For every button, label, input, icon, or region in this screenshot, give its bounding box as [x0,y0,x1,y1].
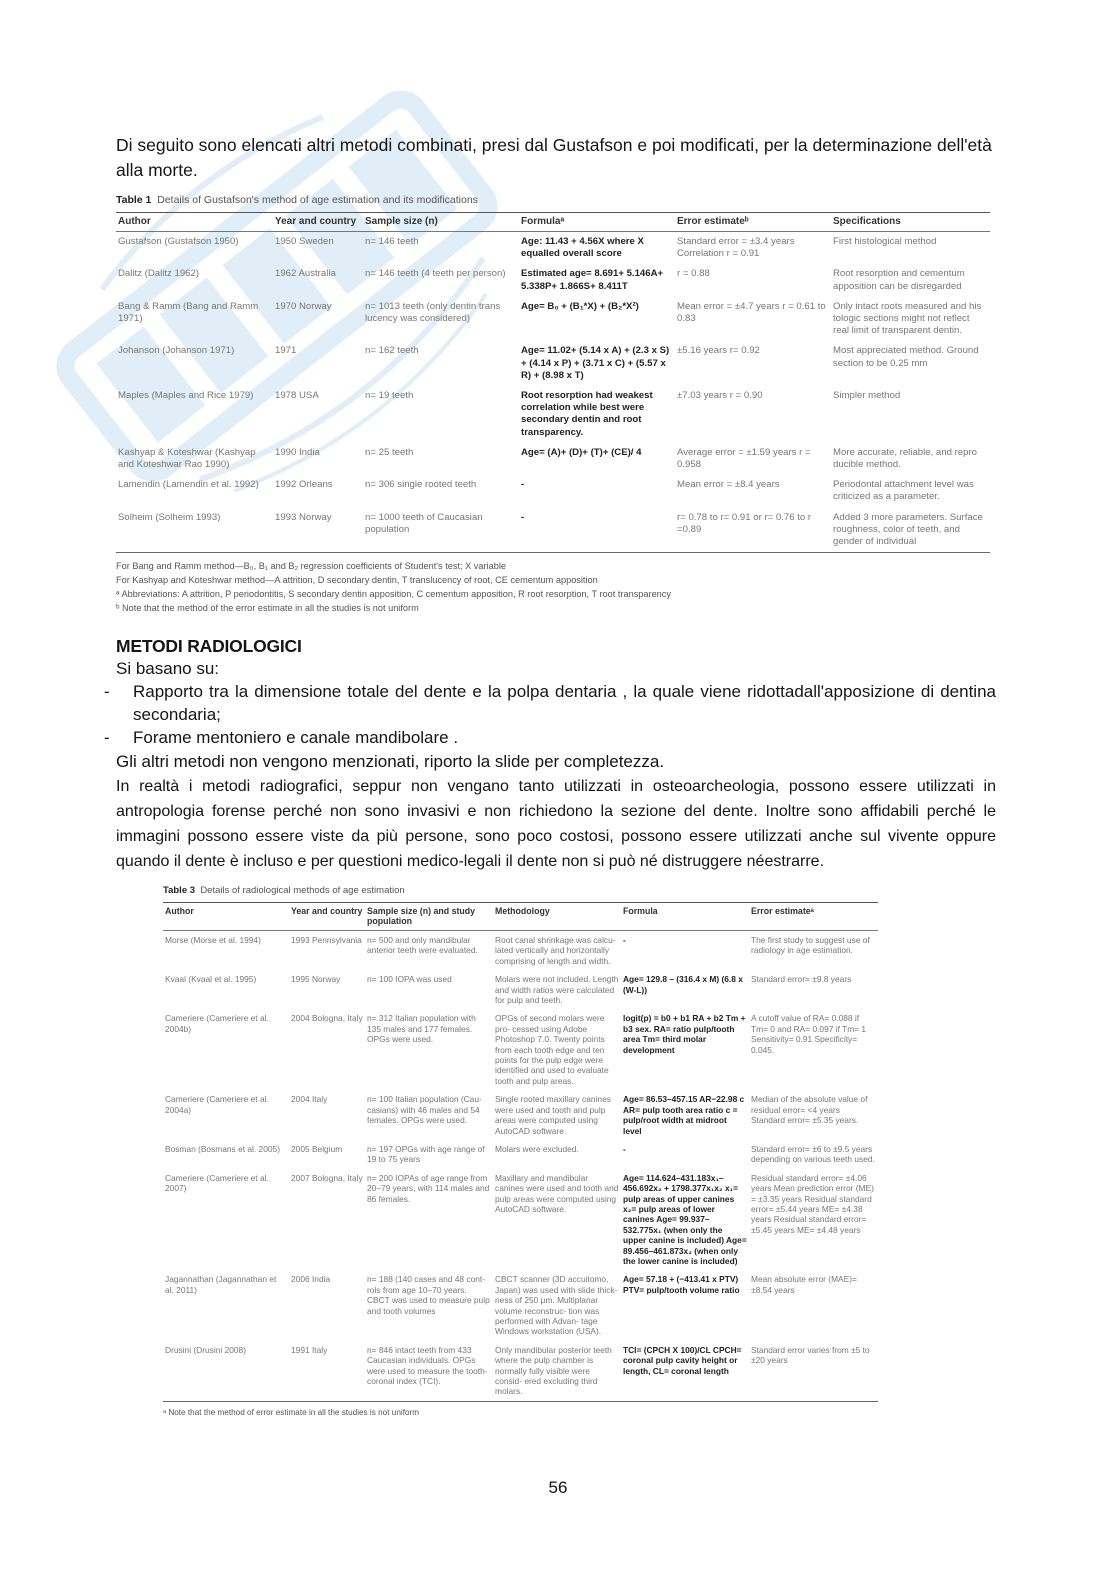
table-1-cell: Maples (Maples and Rice 1979) [118,390,254,402]
table-1-cell: r = 0.88 [677,268,710,280]
table-1-cell: n= 306 single rooted teeth [365,479,477,491]
table-3-cell: Median of the absolute value of residual error= <4 years Standard error= ±5.35 years. [751,1094,868,1126]
table-row [163,1270,878,1340]
table-1-cell: n= 162 teeth [365,345,419,357]
table-1-cell: Dalitz (Dalitz 1962) [118,268,200,280]
table-3-cell: Standard error= ±6 to ±9.5 years depending on various teeth used. [751,1143,875,1165]
table-1-cell: Only intact roots measured and his tologic sections might not reflect real limit of transparent dentin. [833,300,982,337]
table-3-header-row [163,903,878,931]
table-3-cell: 1995 Norway [291,974,341,985]
table-1-cell: Mean error = ±8.4 years [677,479,780,491]
table-3-header-cell: Sample size (n) and study population [365,903,493,931]
table-3-cell: Jagannathan (Jagannathan et al. 2011) [165,1274,277,1295]
table-1-cell: 1992 Orleans [275,479,333,491]
table-1-cell: Age= B₀ + (B₁*X) + (B₂*X²) [521,300,639,312]
table-row [116,386,990,443]
table-row [116,508,990,553]
table-1-footnote-line: For Kashyap and Koteshwar method—A attrition, D secondary dentin, T translucency of root, CE cementum apposition [116,575,598,586]
table-3 [163,885,878,1420]
section-heading: METODI RADIOLOGICI [116,636,302,656]
table-1-cell: Age= (A)+ (D)+ (T)+ (CE)/ 4 [521,446,642,458]
table-3-header-cell: Error estimateᵃ [749,903,878,931]
table-row [116,341,990,386]
table-3-body [163,931,878,1402]
table-1-cell: Gustafson (Gustafson 1950) [118,236,239,247]
table-1-cell: r= 0.78 to r= 0.91 or r= 0.76 to r =0.89 [675,508,831,553]
table-1-footnote-line: ᵇ Note that the method of the error estimate in all the studies is not uniform [116,603,419,614]
table-3-cell: Molars were not included. Length and width ratios were calculated for pulp and teeth. [495,974,619,1006]
table-1-cell: Most appreciated method. Ground section to be 0.25 mm [833,345,979,369]
table-1-cell: Bang & Ramm (Bang and Ramm 1971) [118,300,259,325]
table-1-cell: n= 146 teeth (4 teeth per person) [365,268,506,280]
table-3-cell: Only mandibular posterior teeth where the pulp chamber is normally fully visible were consid- ered excluding third molars. [493,1341,621,1402]
bullet-text: Forame mentoniero e canale mandibolare . [133,728,459,747]
table-3-cell: 2004 Italy [291,1094,328,1105]
table-3-cell: 1991 Italy [289,1341,365,1402]
table-1-header-cell: Formulaᵃ [519,213,675,232]
section-subheading: Si basano su: [116,659,220,678]
bullet-item [104,680,996,726]
table-1-cell: Estimated age= 8.691+ 5.146A+ 5.338P+ 1.866S+ 8.411T [521,268,664,292]
table-1-cell: Mean error = ±4.7 years r = 0.61 to 0.83 [677,300,826,325]
table-3-caption [163,885,878,896]
table-row [116,443,990,475]
table-3-cell: The first study to suggest use of radiology in age estimation. [751,935,870,956]
table-3-cell: 2004 Bologna, Italy [291,1013,363,1024]
table-3-cell: Cameriere (Cameriere et al. 2004b) [165,1013,269,1034]
table-3-cell: Root canal shrinkage was calcu- lated vertically and horizontally comprising of length and width. [495,935,616,966]
table-3-cell: Age= 129.8 – (316.4 x M) (6.8 x (W-L)) [623,974,743,995]
table-1-header-cell: Year and country [273,213,363,232]
table-3-caption-text: Details of radiological methods of age estimation [200,885,405,896]
table-3-cell: n= 197 OPGs with age range of 19 to 75 years [367,1143,485,1165]
table-1-cell: n= 25 teeth [365,446,414,458]
table-1-cell: - [521,479,525,491]
table-1-cell: Root resorption and cementum apposition can be disregarded [833,268,965,292]
table-1-cell: 1962 Australia [275,268,336,280]
table-row [116,232,990,265]
section-radiological [104,635,996,874]
bullet-text: Rapporto tra la dimensione totale del dente e la polpa dentaria , la quale viene ridottadall'apposizione di dentina secondaria; [133,682,996,724]
table-1-cell: 1993 Norway [273,508,363,553]
table-1-cell: Average error = ±1.59 years r = 0.958 [677,446,811,471]
table-1-footnote-line: ᵃ Abbreviations: A attrition, P periodontitis, S secondary dentin apposition, C cementum apposition, R root resorption, T root transparency [116,589,671,600]
table-1-cell: More accurate, reliable, and repro ducible method. [833,446,977,471]
table-3-cell: 2006 India [291,1274,331,1285]
table-row [163,1140,878,1169]
table-3-cell: Age= 86.53–457.15 AR−22.98 c AR= pulp tooth area ratio c = pulp/root width at midroot level [623,1094,745,1136]
bullet-item [104,726,996,749]
table-1-cell: ±7.03 years r = 0.90 [677,390,763,402]
table-3-cell: logit(p) = b0 + b1 RA + b2 Tm + b3 sex. RA= ratio pulp/tooth area Tm= third molar development [623,1013,746,1055]
table-1-cell: Standard error = ±3.4 years Correlation r = 0.91 [677,236,795,260]
table-row [163,931,878,971]
table-1-cell: First histological method [833,236,937,247]
table-1-cell: Johanson (Johanson 1971) [118,345,235,357]
table-3-cell: n= 846 intact teeth from 433 Caucasian individuals. OPGs were used to measure the tooth-coronal index (TCI). [365,1341,493,1402]
table-3-header-cell: Formula [621,903,749,931]
bullet-list [104,680,996,749]
page-number: 56 [548,1478,568,1497]
bullet-dash: - [104,682,110,701]
table-1-cell: ±5.16 years r= 0.92 [677,345,760,357]
table-3-footnote: ᵃ Note that the method of error estimate in all the studies is not uniform [163,1407,420,1417]
table-3-cell: 2005 Belgium [291,1143,343,1154]
table-3-cell: Kvaal (Kvaal et al. 1995) [165,974,257,985]
table-1-cell: 1950 Sweden [275,236,334,247]
table-1-cell: n= 1013 teeth (only dentin trans lucency was considered) [365,300,501,325]
table-1-cell: Lamendin (Lamendin et al. 1992) [118,479,259,491]
table-3-grid [163,902,878,1402]
table-1-cell: Age= 11.02+ (5.14 x A) + (2.3 x S) + (4.14 x P) + (3.71 x C) + (5.57 x R) + (8.98 x T) [521,345,670,381]
table-1-caption-label: Table 1 [116,194,152,206]
table-1-footnotes [116,559,990,615]
table-3-cell: Molars were excluded. [495,1143,579,1154]
table-1-body [116,232,990,553]
table-1 [116,194,990,615]
table-3-cell: Cameriere (Cameriere et al. 2004a) [165,1094,269,1115]
table-3-cell: Age= 57.18 + (−413.41 x PTV) PTV= pulp/tooth volume ratio [623,1274,740,1295]
table-3-caption-label: Table 3 [163,885,196,896]
table-1-footnote-line: For Bang and Ramm method—B₀, B₁ and B₂ regression coefficients of Student's test; X variable [116,561,506,572]
table-1-cell: Added 3 more parameters. Surface roughness, color of teeth, and gender of individual [831,508,990,553]
table-3-cell: n= 500 and only mandibular anterior teeth were evaluated. [367,935,478,956]
table-3-cell: TCI= (CPCH X 100)/CL CPCH= coronal pulp cavity height or length, CL= coronal length [621,1341,749,1402]
table-3-cell: Residual standard error= ±4.06 years Mean prediction error (ME) = ±3.35 years Residual standard error= ±5.44 years ME= ±4.38 years Residual standard error= ±5.45 years ME= ±4.48 years [751,1172,874,1235]
table-3-cell: Morse (Morse et al. 1994) [165,935,261,945]
table-3-cell: Cameriere (Cameriere et al. 2007) [165,1172,269,1194]
table-row [116,297,990,342]
table-1-caption-text: Details of Gustafson's method of age estimation and its modifications [157,194,478,206]
table-1-cell: n= 1000 teeth of Caucasian population [363,508,519,553]
table-3-header-cell: Author [163,903,289,931]
table-3-cell: n= 188 (140 cases and 48 cont- rols from age 10–70 years. CBCT was used to measure pulp and tooth volumes [367,1274,490,1316]
table-row [116,264,990,296]
paragraph-radiographic-methods: In realtà i metodi radiografici, seppur non vengano tanto utilizzati in osteoarcheologia, possono essere utilizzati in antropologia forense perché non sono invasivi e non richiedono la sezione del dente. Inoltre sono affidabili perché le immagini possono essere viste da più persone, sono poco costosi, possono essere utilizzati anche sul vivente oppure quando il dente è incluso e per questioni medico-legali il dente non si può né distruggere néestrarre. [116,778,996,870]
table-1-cell: 1978 USA [275,390,319,402]
table-1-cell: n= 146 teeth [365,236,419,247]
table-1-caption [116,194,990,206]
table-3-cell: 2007 Bologna, Italy [291,1172,363,1183]
table-1-cell: - [519,508,675,553]
table-1-cell: Simpler method [833,390,901,402]
table-3-cell: Bosman (Bosmans et al. 2005) [165,1143,280,1154]
table-3-cell: Maxillary and mandibular canines were used and tooth and pulp areas were computed using AutoCAD software. [495,1172,619,1214]
table-1-header-cell: Specifications [831,213,990,232]
table-3-cell: Single rooted maxillary canines were used and tooth and pulp areas were computed using AutoCAD software. [495,1094,611,1136]
table-3-cell: A cutoff value of RA= 0.088 if Tm= 0 and RA= 0.097 if Tm= 1 Sensitivity= 0.91 Specificity= 0.045. [751,1013,867,1055]
table-1-header-row [116,213,990,232]
table-3-cell: Mean absolute error (MAE)= ±8.54 years [751,1274,857,1295]
table-1-cell: 1971 [275,345,297,357]
table-1-cell: n= 19 teeth [365,390,414,402]
table-3-cell: Standard error varies from ±5 to ±20 years [749,1341,878,1402]
paragraph-completeness: Gli altri metodi non vengono menzionati, riporto la slide per completezza. [116,752,665,771]
table-row [163,1090,878,1140]
table-3-cell: n= 100 Italian population (Cau- casians) with 46 males and 54 females. OPGs were used. [367,1094,482,1126]
table-row [116,475,990,507]
table-3-cell: n= 200 IOPAs of age range from 20–79 years, with 114 males and 86 females. [367,1172,490,1204]
table-3-header-cell: Year and country [289,903,365,931]
table-1-header-cell: Author [116,213,273,232]
intro-paragraph: Di seguito sono elencati altri metodi combinati, presi dal Gustafson e poi modificati, per la determinazione dell'età alla morte. [116,135,992,180]
table-row [163,1009,878,1090]
table-1-cell: Kashyap & Koteshwar (Kashyap and Koteshwar Rao 1990) [118,446,256,471]
table-3-cell: Standard error= ±9.8 years [751,974,852,985]
table-1-cell: Age: 11.43 + 4.56X where X equalled overall score [521,236,644,260]
table-1-cell: 1970 Norway [275,300,332,312]
table-1-header-cell: Error estimateᵇ [675,213,831,232]
table-3-cell: - [623,935,626,945]
table-1-cell: 1990 India [275,446,320,458]
table-3-cell: n= 100 IOPA was used [367,974,452,985]
table-row [163,970,878,1009]
table-1-grid [116,212,990,553]
table-1-header-cell: Sample size (n) [363,213,519,232]
table-3-cell: n= 312 Italian population with 135 males and 177 females. OPGs were used. [367,1013,476,1045]
table-3-cell: Drusini (Drusini 2008) [163,1341,289,1402]
table-1-cell: Periodontal attachment level was criticized as a parameter. [833,479,974,503]
table-1-cell: Root resorption had weakest correlation while best were secondary dentin and root transparency. [521,390,653,438]
table-3-cell: OPGs of second molars were pro- cessed using Adobe Photoshop 7.0. Twenty points from each tooth edge and ten points for the pulp edge were identified and used to evaluate tooth and pulp areas. [495,1013,609,1086]
table-3-cell: Age= 114.624–431.183x₁– 456.692x₂ + 1798.377x₁x₂ x₁= pulp areas of upper canines x₂= pulp areas of lower canines Age= 99.937–532.775x₁ (when only the upper canine is included) Age= 89.456–461.873x₂ (when only the lower canine is included) [623,1172,747,1266]
table-row [163,1169,878,1271]
table-3-cell: 1993 Pennsylvania [291,935,362,945]
table-3-header-cell: Methodology [493,903,621,931]
table-1-cell: Solheim (Solheim 1993) [116,508,273,553]
table-3-cell: - [623,1143,626,1154]
bullet-dash: - [104,728,110,747]
table-3-cell: CBCT scanner (3D accuitomo, Japan) was used with slide thick- ness of 250 µm. Multiplanar volume reconstruc- tion was performed with Advan- tage Windows workstation (USA). [495,1274,618,1337]
table-row [163,1341,878,1402]
